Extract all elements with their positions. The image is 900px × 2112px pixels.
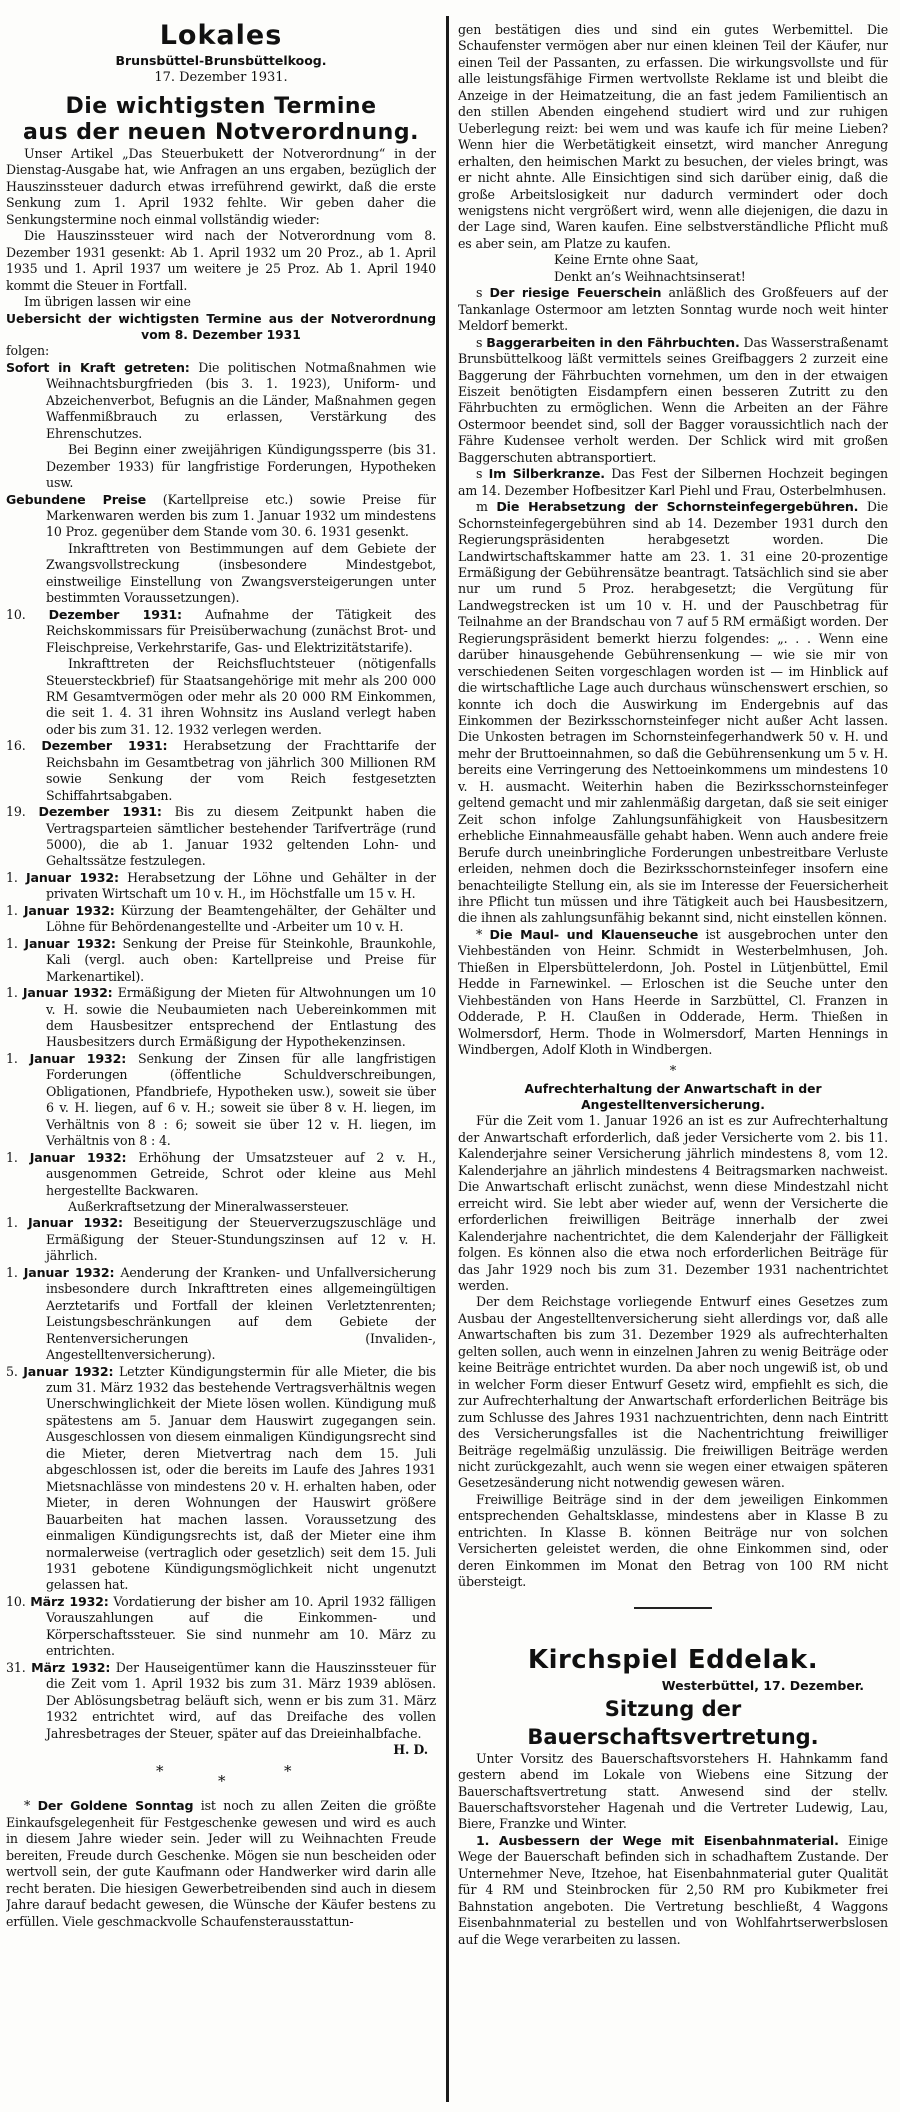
term-entry-label: Gebundene Preise <box>6 491 147 507</box>
term-entry-label: März 1932: <box>31 1659 111 1675</box>
separator-star: * <box>156 1762 164 1781</box>
local-notices <box>458 285 888 1058</box>
term-entry-text: Kürzung der Beamtengehälter, der Gehälter und Löhne für Behördenangestellte und -Arbeiter um 10 v. H. <box>46 902 436 935</box>
term-entry-text: Beseitigung der Steuerverzugszuschläge und Ermäßigung der Steuer-Stundungszinsen auf 12 v. H. jährlich. <box>46 1215 436 1264</box>
term-entry <box>6 985 436 1051</box>
term-entry <box>6 903 436 936</box>
notice-marker: s <box>476 334 483 350</box>
article-paragraph: Die Hauszinssteuer wird nach der Notverordnung vom 8. Dezember 1931 gesenkt: Ab 1. April 1932 um 20 Proz., ab 1. April 1935 und 1. April 1937 um weitere je 25 Proz. Ab 1. April 1940 kommt die Steuer in Fortfall. <box>6 228 436 293</box>
term-entry-text: Die politischen Notmaßnahmen wie Weihnachtsburgfrieden (bis 3. 1. 1923), Uniform- und Abzeichenverbot, Befugnis an die Länder, Maßnahmen gegen Waffenmißbrauch zu erlassen, Verstärkung des Ehrenschutzes. <box>46 359 436 441</box>
headline-line-2: aus der neuen Notverordnung. <box>23 120 419 145</box>
goldener-sonntag-notice <box>6 1798 436 1930</box>
term-entry-label: Januar 1932: <box>29 1149 127 1165</box>
sitzung-item-title: 1. Ausbessern der Wege mit Eisenbahnmaterial. <box>476 1832 839 1848</box>
notice-marker: * <box>476 926 483 942</box>
term-entry-subparagraph: Inkrafttreten der Reichsfluchtsteuer (nötigenfalls Steuersteckbrief) für Staatsangehörige mit mehr als 200 000 RM Gesamtvermögen oder mehr als 20 000 RM Einkommen, die seit 1. 4. 31 ihren Wohnsitz ins Ausland verlegt haben oder bis zum 31. 12. 1932 verlegen werden. <box>46 656 436 737</box>
term-entry <box>6 936 436 985</box>
term-entry-label: Januar 1932: <box>23 902 115 918</box>
local-notice <box>458 499 888 927</box>
goldener-sonntag-continued: gen bestätigen dies und sind ein gutes Werbemittel. Die Schaufenster vermögen aber nur einen kleinen Teil der Käufer, nur einen Teil der Passanten, zu erfassen. Die wirkungsvollste und für alle leistungsfähige Firmen wertvollste Reklame ist und bleibt die Anzeige in der Heimatzeitung, die an fast jedem Familientisch an den stillen Abenden eingehend studiert wird und zur ruhigen Ueberlegung reizt: bei wem und was kaufe ich für meine Lieben? Wenn hier die Werbetätigkeit einsetzt, wird mancher Anregung erhalten, den heimischen Markt zu besuchen, der vieles bringt, was er nicht ahnte. Alle Einsichtigen sind sich darüber einig, daß die große Arbeitslosigkeit nur dadurch vermindert oder doch wenigstens nicht vergrößert wird, wenn alle diejenigen, die dazu in der Lage sind, Waren kaufen. Eine selbstverständliche Pflicht muß es aber sein, am Platze zu kaufen. <box>458 22 888 251</box>
notice-marker: m <box>476 499 488 515</box>
term-entry-day: 1. <box>6 1050 18 1066</box>
slogan-line-1: Keine Ernte ohne Saat, <box>554 252 699 268</box>
term-entry <box>6 1660 436 1742</box>
anwartschaft-title-line-2: Angestelltenversicherung. <box>581 1098 765 1112</box>
term-entry-subparagraph: Außerkraftsetzung der Mineralwassersteuer. <box>68 1199 350 1214</box>
left-column <box>6 0 436 2112</box>
term-entry-text: Herabsetzung der Frachttarife der Reichsbahn im Gesamtbetrag von jährlich 300 Millionen RM sowie Senkung der vom Reich festgesetzten Schiffahrtsabgaben. <box>46 738 436 803</box>
term-entry-label: März 1932: <box>30 1593 109 1609</box>
notice-text: Das Fest der Silbernen Hochzeit begingen am 14. Dezember Hofbesitzer Karl Piehl und Frau, Osterbelmhusen. <box>458 466 888 498</box>
term-entry-day: 1. <box>6 985 18 1001</box>
notice-title: Der riesige Feuerschein <box>489 285 662 301</box>
notice-text: ist ausgebrochen unter den Viehbeständen von Heinr. Schmidt in Westerbelmhusen, Joh. Thießen in Elpersbüttelerdonn, Joh. Postel in Lütjenbüttel, Emil Hedde in Farnewinkel. — Erloschen ist die Seuche unter den Viehbeständen von Hans Heerde in Sarzbüttel, Cl. Franzen in Odderade, P. H. Claußen in Odderade, Herm. Thießen in Wolmersdorf, Herm. Thode in Wolmersdorf, Marten Hennings in Windbergen, Adolf Kloth in Windbergen. <box>458 926 888 1058</box>
term-entry-label: Januar 1932: <box>24 935 116 951</box>
local-notice <box>458 285 888 334</box>
notice-text: Das Wasserstraßenamt Brunsbüttelkoog läßt vermittels seines Greifbaggers 2 zurzeit eine Baggerung der Fährbuchten vornehmen, um den in der etwaigen Eiszeit benötigten Eisdampfern einen besseren Zutritt zu den Fährbuchten zu ermöglichen. Wenn die Arbeiten an der Fähre Ostermoor beendet sind, soll der Bagger voraussichtlich nach der Fähre Kudensee verholt werden. Der Schlick wird mit großen Baggerschuten abtransportiert. <box>458 334 888 465</box>
separator-star: * <box>218 1772 226 1791</box>
term-entry-label: Januar 1932: <box>23 1264 115 1280</box>
term-entry <box>6 492 436 541</box>
term-entry-day: 1. <box>6 902 18 918</box>
term-entry <box>6 1051 436 1150</box>
column-divider <box>446 16 449 2102</box>
notice-text: Die Schornsteinfegergebühren sind ab 14. Dezember 1931 durch den Regierungspräsidenten herabgesetzt worden. Die Landwirtschaftskammer hatte am 23. 1. 31 eine 20-prozentige Ermäßigung der Gebührensätze beantragt. Tatsächlich sind sie aber nur um rund 5 Proz. herabgesetzt; die Vergütung für Landwegstrecken ist um 10 v. H. und der Pauschbetrag für Teilnahme an der Brandschau von 7 auf 5 RM ermäßigt worden. Der Regierungspräsident bemerkt hierzu folgendes: „. . . Wenn eine darüber hinausgehende Gebührensenkung — wie sie mir von verschiedenen Seiten vorgeschlagen worden ist — im Hinblick auf die wirtschaftliche Lage auch durchaus wünschenswert erschien, so konnte ich doch die Auswirkung im Endergebnis auf das Einkommen der Bezirksschornsteinfeger nicht außer Acht lassen. Die Unkosten betragen im Schornsteinfegerhandwerk 50 v. H. und mehr der Bruttoeinnahmen, so daß die Gebührensenkung um 5 v. H. bereits eine Verringerung des Nettoeinkommens um mindestens 10 v. H. ausmacht. Weiterhin haben die Bezirksschornsteinfeger geltend gemacht und mir zahlenmäßig dargetan, daß sie seit einiger Zeit schon infolge Zahlungsunfähigkeit von Hausbesitzern erhebliche Einnahmeausfälle gehabt haben. Wenn auch andere freie Berufe durch uneinbringliche Forderungen unbestreitbare Verluste erleiden, nehmen doch die Bezirksschornsteinfeger insofern eine benachteiligte Stellung ein, als sie im Interesse der Feuersicherheit ihre Pflicht tun müssen und ihre Tätigkeit auch bei Hausbesitzern, die ihnen als zahlungsunfähig bekannt sind, nicht einstellen können. <box>458 499 888 926</box>
overview-subhead-date: vom 8. Dezember 1931 <box>141 327 301 342</box>
section-dateline: Westerbüttel, 17. Dezember. <box>661 1677 864 1693</box>
term-entry <box>6 1265 436 1364</box>
article-headline <box>6 94 436 146</box>
separator-star: * <box>284 1762 292 1781</box>
overview-subhead: Uebersicht der wichtigsten Termine aus der Notverordnung <box>6 311 436 326</box>
term-entry-label: Dezember 1931: <box>38 804 162 820</box>
local-notice <box>458 927 888 1059</box>
term-entry-label: Januar 1932: <box>25 869 119 885</box>
term-entry <box>6 1364 436 1594</box>
issue-date: 17. Dezember 1931. <box>154 70 288 85</box>
notice-title: Der Goldene Sonntag <box>37 1798 194 1814</box>
term-entry-text: Vordatierung der bisher am 10. April 1932 fälligen Vorauszahlungen auf die Einkommen- und Körperschaftssteuer. Sie sind nunmehr am 10. März zu entrichten. <box>46 1593 436 1659</box>
sitzung-intro: Unter Vorsitz des Bauerschaftsvorstehers H. Hahnkamm fand gestern abend im Lokale von Wiebens eine Sitzung der Bauerschaftsvertretung statt. Anwesend sind der stellv. Bauerschaftsvorsteher Hagenah und die Vertreter Ludewig, Lau, Biere, Franzke und Winter. <box>458 1750 888 1832</box>
term-entry-text: Ermäßigung der Mieten für Altwohnungen um 10 v. H. sowie die Neubaumieten nach Uebereinkommen mit dem Hausbesitzer entsprechend der Entlastung des Hausbesitzers durch Ermäßigung der Hypothekenzinsen. <box>46 985 436 1050</box>
local-notice <box>458 335 888 467</box>
term-entry-day: 1. <box>6 1149 18 1165</box>
term-entry-day: 1. <box>6 935 18 951</box>
term-entry <box>6 1150 436 1199</box>
notice-text: ist noch zu allen Zeiten die größte Einkaufsgelegenheit für Festgeschenke gewesen und wird es auch in diesem Jahre wieder sein. Jeder will zu Weihnachten Freude bereiten, Freude durch Geschenke. Mögen sie nun bescheiden oder wertvoll sein, der gute Kaufmann oder Handwerker wird darin alle recht beraten. Die hiesigen Gewerbetreibenden sind auch in diesem Jahre darauf bedacht gewesen, die Wünsche der Käufer bestens zu erfüllen. Viele geschmackvolle Schaufensterausstattun- <box>6 1798 436 1929</box>
term-entry-day: 16. <box>6 738 26 754</box>
notice-title: Die Maul- und Klauenseuche <box>489 926 699 942</box>
sitzung-headline: Sitzung der Bauerschaftsvertretung. <box>527 1696 819 1749</box>
sitzung-item <box>458 1833 888 1948</box>
term-entry-day: 10. <box>6 606 26 622</box>
term-entry-label: Sofort in Kraft getreten: <box>6 359 190 375</box>
term-entry-day: 1. <box>6 1215 18 1231</box>
separator-stars <box>6 1758 436 1798</box>
anwartschaft-paragraph: Für die Zeit vom 1. Januar 1926 an ist es zur Aufrechterhaltung der Anwartschaft erforderlich, daß jeder Versicherte vom 2. bis 11. Kalenderjahre seiner Versicherung jährlich mindestens 8, vom 12. Kalenderjahre an jährlich mindestens 4 Beitragsmarken nachweist. Die Anwartschaft erlischt zunächst, wenn diese Mindestzahl nicht erreicht wird. Sie lebt aber wieder auf, wenn der Versicherte die erforderlichen freiwilligen Beiträge innerhalb der zwei Kalenderjahre nachentrichtet, die dem Kalenderjahr der Fälligkeit folgen. Es können also die etwa noch erforderlichen Beiträge für das Jahr 1929 noch bis zum 31. Dezember 1931 nachentrichtet werden. <box>458 1113 888 1293</box>
notice-marker: s <box>476 285 483 301</box>
article-paragraph: Im übrigen lassen wir eine <box>24 294 191 310</box>
term-entry-text: Letzter Kündigungstermin für alle Mieter, die bis zum 31. März 1932 das bestehende Vertragsverhältnis wegen Unerschwinglichkeit der Miete lösen wollen. Kündigung muß spätestens am 5. Januar dem Hauswirt zugegangen sein. Ausgeschlossen von diesem einmaligen Kündigungsrecht sind die Mieter, deren Mietvertrag nach dem 15. Juli abgeschlossen ist, oder die bereits im Laufe des Jahres 1931 Mietsnachlässe von mindestens 20 v. H. erhalten haben, oder Mieter, in deren Wohnungen der Hauswirt größere Bauarbeiten hat machen lassen. Voraussetzung des einmaligen Kündigungsrechts ist, daß der Mieter eine ihm normalerweise (vertraglich oder gesetzlich) seit dem 15. Juli 1931 gebotene Kündigungsmöglichkeit nicht ungenutzt gelassen hat. <box>46 1363 436 1593</box>
separator-star: * <box>669 1063 677 1079</box>
term-entry-label: Januar 1932: <box>23 1363 114 1379</box>
term-entry-label: Januar 1932: <box>29 1050 127 1066</box>
term-entry-text: Senkung der Preise für Steinkohle, Braunkohle, Kali (vergl. auch oben: Kartellpreise und Preise für Markenartikel). <box>46 935 436 984</box>
term-entry-text: (Kartellpreise etc.) sowie Preise für Markenwaren werden bis zum 1. Januar 1932 um mindestens 10 Proz. gegenüber dem Stande vom 30. 6. 1931 gesenkt. <box>46 491 436 540</box>
sitzung-item-text: Einige Wege der Bauerschaft befinden sich in schadhaftem Zustande. Der Unternehmer Neve, Itzehoe, hat Eisenbahnmaterial guter Qualität für 4 RM und Steinbrocken für 2,50 RM pro Kubikmeter frei Bahnstation angeboten. Die Vertretung beschließt, 4 Waggons Eisenbahnmaterial zu bestellen und von Wohlfahrtserwerbslosen auf die Wege verarbeiten zu lassen. <box>458 1832 888 1947</box>
term-entry-day: 10. <box>6 1593 26 1609</box>
term-entry-day: 1. <box>6 869 18 885</box>
article-intro: Unser Artikel „Das Steuerbukett der Notverordnung“ in der Dienstag-Ausgabe hat, wie Anfragen an uns ergaben, bezüglich der Hauszinssteuer dadurch etwas irreführend gewirkt, daß die erste Senkung zum 1. April 1932 fehlte. Wir geben daher die Senkungstermine noch einmal vollständig wieder: <box>6 146 436 227</box>
term-entry-subparagraph: Inkrafttreten von Bestimmungen auf dem Gebiete der Zwangsvollstreckung (insbesondere Mindestgebot, einstweilige Einstellung von Zwangsversteigerungen unter bestimmten Voraussetzungen). <box>46 540 436 606</box>
term-entry-text: Aufnahme der Tätigkeit des Reichskommissars für Preisüberwachung (zunächst Brot- und Fleischpreise, Verkehrstarife, Gas- und Elektrizitätstarife). <box>46 606 436 655</box>
anwartschaft-title-line-1: Aufrechterhaltung der Anwartschaft in der <box>524 1081 822 1096</box>
section-rule <box>634 1607 712 1609</box>
term-entry-label: Dezember 1931: <box>48 606 182 622</box>
term-entry <box>6 870 436 903</box>
notice-title: Im Silberkranze. <box>488 466 605 482</box>
term-entry-text: Bis zu diesem Zeitpunkt haben die Vertragsparteien sämtlicher bestehender Tarifverträge (rund 5000), die ab 1. Januar 1932 geltenden Lohn- und Gehaltssätze festzulegen. <box>46 804 436 869</box>
term-entry-day: 1. <box>6 1264 18 1280</box>
term-entry <box>6 804 436 870</box>
article-signature: H. D. <box>393 1741 428 1757</box>
anwartschaft-paragraph: Freiwillige Beiträge sind in der dem jeweiligen Einkommen entsprechenden Gehaltsklasse, mindestens aber in Klasse B zu entrichten. In Klasse B. können Beiträge nur von solchen Versicherten geleistet werden, die ohne Einkommen sind, oder deren Einkommen im Monat den Betrag von 100 RM nicht übersteigt. <box>458 1491 888 1590</box>
term-entry <box>6 360 436 442</box>
term-entry-day: 5. <box>6 1363 18 1379</box>
headline-line-1: Die wichtigsten Termine <box>65 94 377 119</box>
local-notice <box>458 466 888 499</box>
term-entry-label: Januar 1932: <box>27 1215 123 1231</box>
term-entry-text: Erhöhung der Umsatzsteuer auf 2 v. H., ausgenommen Getreide, Schrot oder kleine aus Mehl hergestellte Backwaren. <box>46 1149 436 1198</box>
section-masthead: Lokales <box>159 20 283 51</box>
term-entry-day: 19. <box>6 804 26 820</box>
term-entry-text: Senkung der Zinsen für alle langfristigen Forderungen (öffentliche Schuldverschreibungen, Obligationen, Pfandbriefe, Hypotheken usw.), soweit sie über 6 v. H. liegen, auf 6 v. H.; soweit sie über 8 v. H. liegen, im Verhältnis von 8 : 6; soweit sie über 12 v. H. liegen, im Verhältnis von 8 : 4. <box>46 1050 436 1149</box>
term-entry-text: Aenderung der Kranken- und Unfallversicherung insbesondere durch Inkrafttreten eines allgemeingültigen Aerztetarifs und Fortfall der kleinen Verletztenrenten; Leistungsbeschränkungen auf dem Gebiete der Rentenversicherungen (Invaliden-, Angestelltenversicherung). <box>46 1264 436 1363</box>
term-entry-day: 31. <box>6 1659 26 1675</box>
term-entry-text: Der Hauseigentümer kann die Hauszinssteuer für die Zeit vom 1. April 1932 bis zum 31. März 1939 ablösen. Der Ablösungsbetrag beläuft sich, wenn er bis zum 31. März 1932 entrichtet wird, auf das Dreifache des vollen Jahresbetrages der Steuer, später auf das Dreieinhalbfache. <box>46 1659 436 1741</box>
term-entry <box>6 1215 436 1264</box>
notice-marker: s <box>476 466 483 482</box>
term-entry-label: Januar 1932: <box>22 985 113 1001</box>
term-entry <box>6 1594 436 1660</box>
term-entry <box>6 607 436 656</box>
notice-marker: * <box>24 1798 31 1814</box>
term-entry <box>6 738 436 804</box>
term-entry-subparagraph: Bei Beginn einer zweijährigen Kündigungssperre (bis 31. Dezember 1933) für langfristige Forderungen, Hypotheken usw. <box>46 442 436 491</box>
notice-title: Baggerarbeiten in den Fährbuchten. <box>486 334 740 350</box>
place-line: Brunsbüttel-Brunsbüttelkoog. <box>115 53 327 68</box>
anwartschaft-paragraph: Der dem Reichstage vorliegende Entwurf eines Gesetzes zum Ausbau der Angestelltenversicherung sieht allerdings vor, daß alle Anwartschaften bis zum 31. Dezember 1929 als aufrechterhalten gelten sollen, auch wenn in einzelnen Jahren zu wenig Beiträge oder keine Beiträge entrichtet wurden. Da aber noch ungewiß ist, ob und in welcher Form dieser Entwurf Gesetz wird, empfiehlt es sich, die zur Aufrechterhaltung der Anwartschaft erforderlichen Beiträge bis zum Schlusse des Jahres 1931 nachzuentrichten, denn nach Eintritt des Versicherungsfalles ist die Nachentrichtung freiwilliger Beiträge regelmäßig unzulässig. Die freiwilligen Beiträge werden nicht zurückgezahlt, auch wenn sie wegen einer etwaigen späteren Gesetzesänderung nicht notwendig gewesen wären. <box>458 1294 888 1491</box>
overview-folgen: folgen: <box>6 343 50 359</box>
section-title-kirchspiel: Kirchspiel Eddelak. <box>527 1644 819 1675</box>
notice-text: anläßlich des Großfeuers auf der Tankanlage Ostermoor am letzten Sonntag wurde noch weit hinter Meldorf bemerkt. <box>458 285 888 334</box>
notice-title: Die Herabsetzung der Schornsteinfegergebühren. <box>496 499 859 515</box>
term-entries <box>6 360 436 1742</box>
right-column <box>458 0 888 2112</box>
term-entry-label: Dezember 1931: <box>41 738 168 754</box>
term-entry-text: Herabsetzung der Löhne und Gehälter in der privaten Wirtschaft um 10 v. H., im Höchstfalle um 15 v. H. <box>46 869 436 902</box>
slogan-line-2: Denkt an’s Weihnachtsinserat! <box>554 268 746 284</box>
